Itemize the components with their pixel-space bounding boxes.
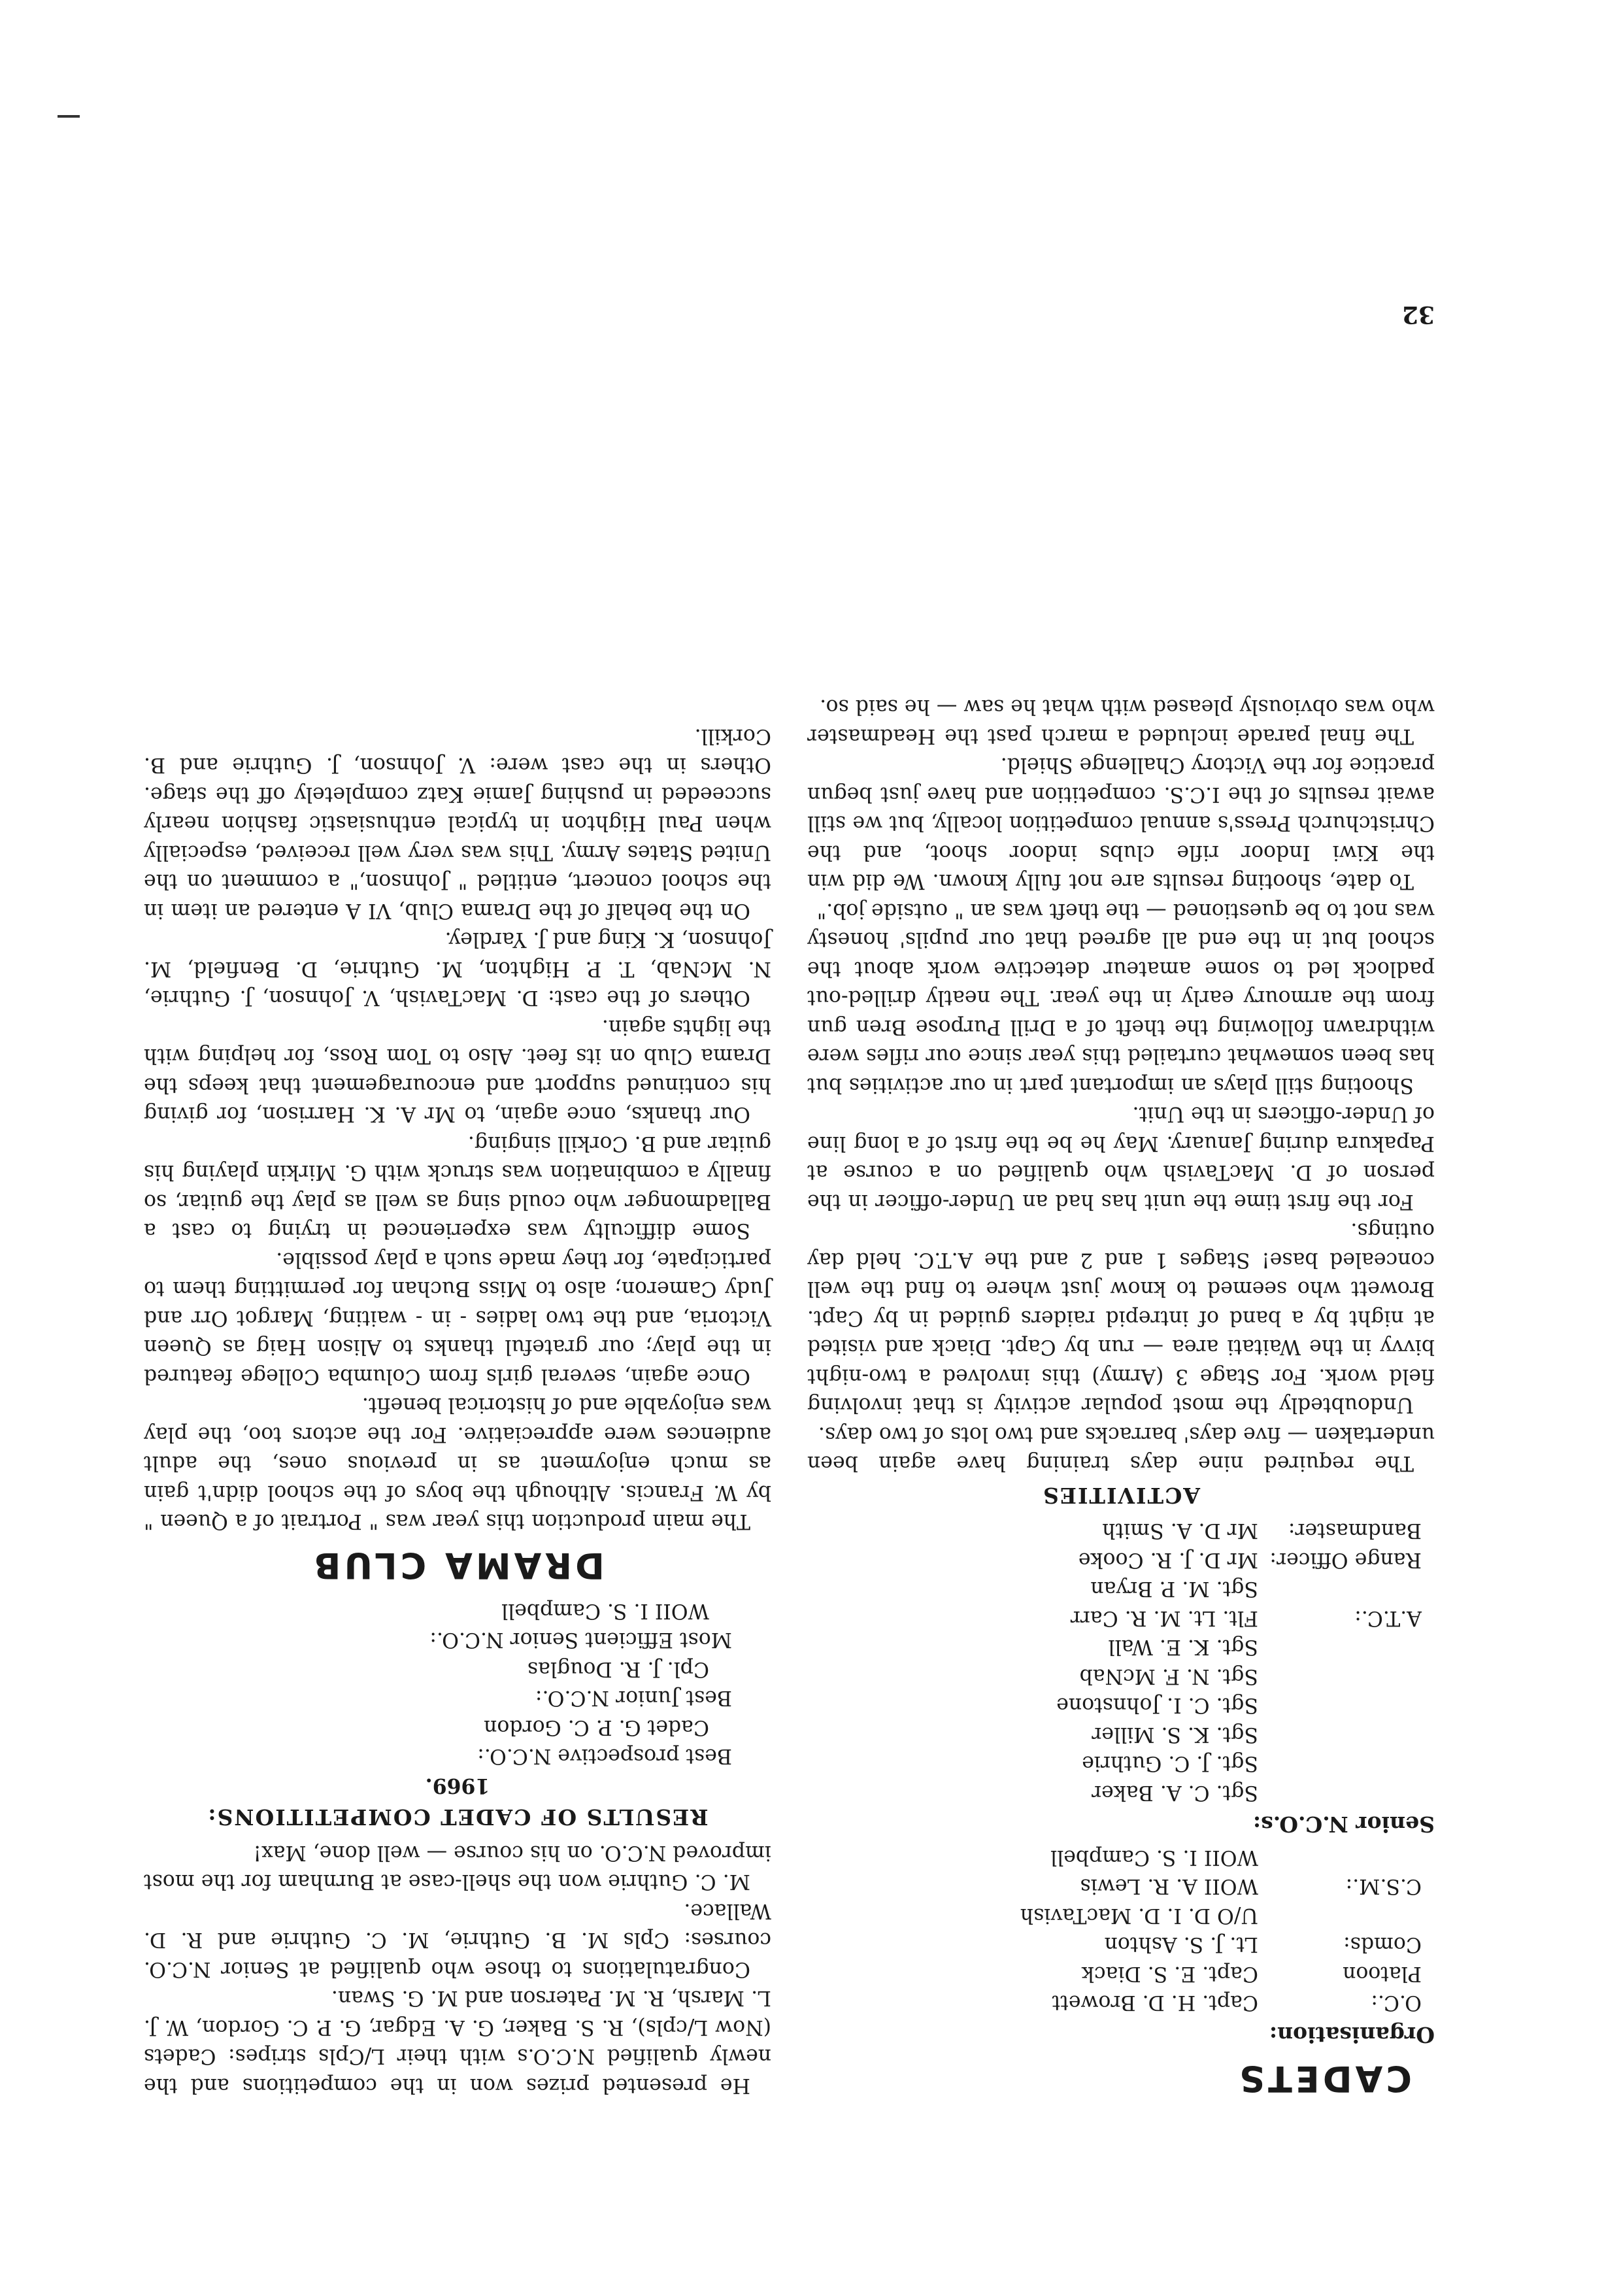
org-name: U/O D. I. D. MacTavish bbox=[1020, 1904, 1258, 1927]
org-name: Capt. E. S. Diack bbox=[1081, 1962, 1258, 1985]
nco-name: Sgt. N. F. McNab bbox=[1079, 1664, 1258, 1688]
cadets-column bbox=[807, 692, 1435, 2100]
paragraph: He presented prizes won in the competitions and the newly qualified N.C.O.s with their L/Cpls stripes: Cadets (Now L/cpls), R. S. Baker, G. A. Edgar, G. P. C. Gordon, W. J. L. Marsh, R. M. Paterson and M. G. Swan. bbox=[144, 1986, 771, 2097]
org-name: Capt. H. D. Browett bbox=[1052, 1991, 1258, 2015]
paragraph: The final parade included a march past the Headmaster who was obviously pleased with what he saw — he said so. bbox=[807, 695, 1435, 748]
org-row bbox=[807, 1545, 1435, 1575]
page-number: 32 bbox=[1401, 301, 1435, 328]
atc-name: Flt. Lt. M. R. Carr bbox=[1070, 1606, 1258, 1630]
paragraph: M. C. Guthrie won the shell-case at Burnham for the most improved N.C.O. on his course — well done, Max! bbox=[144, 1841, 771, 1894]
drama-club-title: DRAMA CLUB bbox=[310, 1545, 605, 1587]
org-role: Platoon Comds: bbox=[1343, 1933, 1422, 1985]
paragraph: Our thanks, once again, to Mr A. K. Harrison, for giving his continued support and encouragement that keeps the Drama Club on its feet. Also to Tom Ross, for helping with the lights again. bbox=[144, 1015, 771, 1126]
paragraph: On the behalf of the Drama Club, VI A entered an item in the school concert, entitled " Johnson," a comment on the United States Army. This was very well received, especially when Paul Highton in typical enthusiastic fashion nearly succeeded in pushing Jamie Katz completely off the stage. Others in the cast were: V. Johnson, J. Guthrie and B. Corkill. bbox=[144, 724, 771, 922]
org-role: C.S.M.: bbox=[1345, 1874, 1422, 1899]
result-label: Best prospective N.C.O.: bbox=[477, 1744, 732, 1768]
org-role: A.T.C.: bbox=[1354, 1606, 1422, 1630]
result-label: Most Efficient Senior N.C.O.: bbox=[429, 1628, 732, 1652]
results-heading: RESULTS OF CADET COMPETITIONS: bbox=[207, 1804, 709, 1831]
org-row bbox=[807, 1632, 1435, 1807]
drama-column bbox=[144, 722, 771, 2101]
org-row bbox=[807, 1843, 1435, 1901]
activities-heading: ACTIVITIES bbox=[1042, 1483, 1200, 1508]
paragraph: Shooting still plays an important part in our activities but has been somewhat curtailed this year since our rifles were withdrawn following the theft of a Drill Purpose Bren gun from the armoury early in the year. The neatly drilled-out padlock led to some amateur detective work about the school but in the end all agreed that our pupils' honesty was not to be questioned — the theft was an " outside job." bbox=[807, 899, 1435, 1097]
org-row bbox=[807, 1901, 1435, 1989]
org-role: Bandmaster: bbox=[1288, 1519, 1422, 1543]
nco-name: Sgt. C. A. Baker bbox=[1092, 1781, 1258, 1804]
result-name: Cadet G. P. C. Gordon bbox=[484, 1715, 709, 1739]
atc-name: Sgt. M. P. Bryan bbox=[1090, 1577, 1258, 1601]
paragraph: Others of the cast: D. MacTavish, V. Johnson, J. Guthrie, N. McNab, T. P. Highton, M. Guthrie, D. Benfield, M. Johnson, K. King and J. Yardley. bbox=[144, 928, 771, 1010]
paragraph: The required nine days training have again been undertaken — five days' barracks and two lots of two days. bbox=[807, 1423, 1435, 1476]
bandmaster-name: Mr D. A. Smith bbox=[1102, 1519, 1258, 1543]
margin-mark bbox=[58, 115, 80, 118]
nco-name: Sgt. C. I. Johnstone bbox=[1056, 1693, 1258, 1717]
result-name: WOII I. S. Campbell bbox=[501, 1599, 709, 1623]
paragraph: Once again, several girls from Columba College featured in the play; our grateful thanks to Alison Haig as Queen Victoria, and the two ladies - in - waiting, Margot Orr and Judy Cameron; also to Miss Buchan for permitting them to participate, for they made such a play possible. bbox=[144, 1248, 771, 1388]
org-row bbox=[807, 1516, 1435, 1545]
result-name: Cpl. J. R. Douglas bbox=[527, 1657, 709, 1681]
org-name: WOII I. S. Campbell bbox=[1050, 1846, 1258, 1869]
paragraph: To date, shooting results are not fully known. We did win the Kiwi Indoor rifle clubs indoor shoot, and the Christchurch Press's annual competition locally, but we still await results of the I.C.S. competition and have just begun practice for the Victory Challenge Shield. bbox=[807, 753, 1435, 894]
org-row bbox=[807, 1574, 1435, 1632]
senior-ncos-heading: Senior N.C.O.s: bbox=[1252, 1812, 1435, 1838]
org-name: Lt. J. S. Ashton bbox=[1104, 1933, 1258, 1957]
paragraph: Undoubtedly the most popular activity is that involving field work. For Stage 3 (Army) this involved a two-night bivvy in the Waitati area — run by Capt. Diack and visited at night by a band of intrepid raiders guided in by Capt. Browett who seemed to know just where to find the well concealed base! Stages 1 and 2 and the A.T.C. held day outings. bbox=[807, 1219, 1435, 1417]
range-officer-name: Mr D. J. R. Cooke bbox=[1078, 1548, 1258, 1572]
cadets-title: CADETS bbox=[1236, 2058, 1412, 2099]
results-year: 1969. bbox=[425, 1774, 490, 1798]
org-role: Range Officer: bbox=[1269, 1548, 1422, 1572]
org-role: O.C.: bbox=[1371, 1991, 1422, 2015]
organisation-heading: Organisation: bbox=[1269, 2022, 1435, 2048]
nco-name: Sgt. K. S. Miller bbox=[1092, 1723, 1258, 1746]
paragraph: Some difficulty was experienced in trying to cast a Balladmonger who could sing as well as play the guitar, so finally a combination was struck with G. Mirkin playing his guitar and B. Corkill singing. bbox=[144, 1132, 771, 1243]
paragraph: Congratulations to those who qualified at Senior N.C.O. courses: Cpls M. B. Guthrie, M. C. Guthrie and R. D. Wallace. bbox=[144, 1899, 771, 1981]
org-name: WOII A. R. Lewis bbox=[1080, 1874, 1258, 1899]
paragraph: The main production this year was " Portrait of a Queen " by W. Francis. Although the boys of the school didn't gain as much enjoyment as in previous ones, the adult audiences were appreciative. For the actors too, the play was enjoyable and of historical benefit. bbox=[144, 1393, 771, 1534]
org-row bbox=[807, 1988, 1435, 2017]
nco-name: Sgt. K. E. Wall bbox=[1108, 1635, 1258, 1659]
paragraph: For the first time the unit has had an Under-officer in the person of D. MacTavish who qualified on a course at Papakura during January. May he be the first of a long line of Under-officers in the Unit. bbox=[807, 1102, 1435, 1213]
result-label: Best Junior N.C.O.: bbox=[535, 1686, 732, 1710]
nco-name: Sgt. J. C. Guthrie bbox=[1082, 1751, 1258, 1776]
